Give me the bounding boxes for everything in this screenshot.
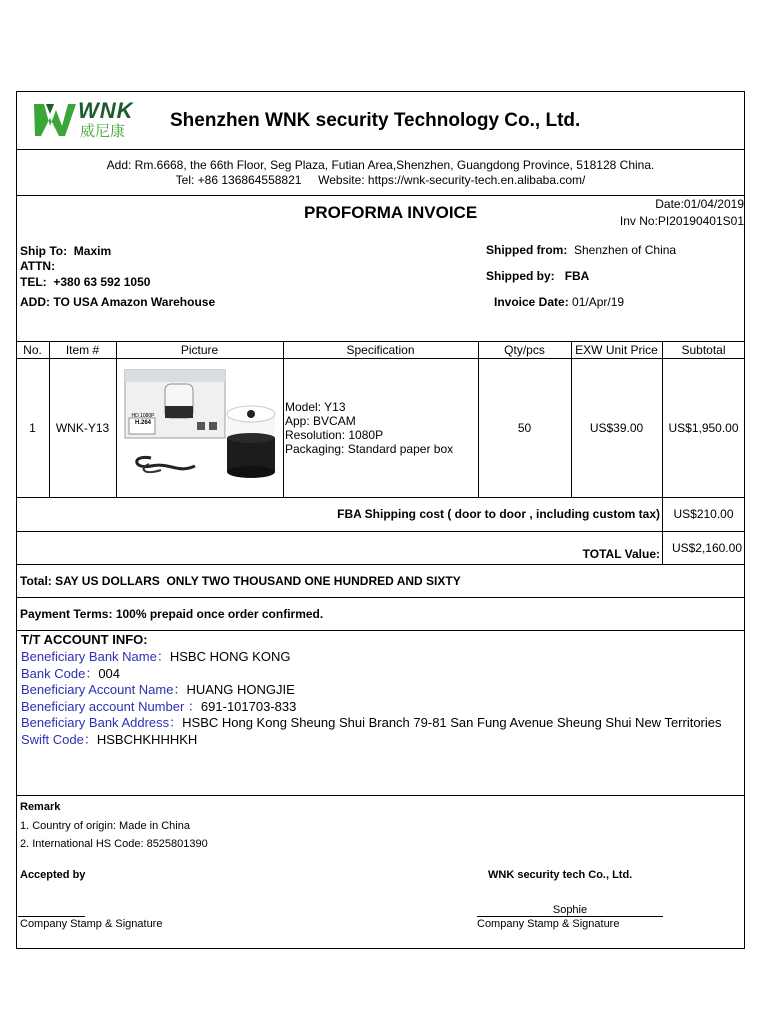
payment-terms: Payment Terms: 100% prepaid once order confirmed.: [20, 607, 324, 621]
header-item: Item #: [65, 342, 100, 357]
remark-title: Remark: [20, 801, 61, 813]
bank-name-value: HSBC HONG KONG: [169, 649, 291, 664]
bank-name-line: [21, 649, 739, 666]
ship-to-label: Ship To:: [20, 244, 68, 258]
ship-to-value: Maxim: [73, 244, 112, 258]
shipped-by-label: Shipped by:: [486, 269, 555, 283]
add-line: [20, 295, 215, 309]
seller-signer: Sophie: [552, 904, 588, 916]
shipped-by-value: FBA: [564, 269, 590, 283]
account-name-line: [21, 682, 739, 699]
total-in-words: Total: SAY US DOLLARS ONLY TWO THOUSAND ONE HUNDRED AND SIXTY: [20, 574, 461, 588]
accepted-by: Accepted by: [20, 869, 86, 881]
shipped-from-label: Shipped from:: [486, 243, 568, 257]
shipping-value: US$210.00: [673, 507, 734, 521]
account-info: [21, 649, 739, 749]
spec-app: App: BVCAM: [285, 414, 356, 428]
account-name-value: HUANG HONGJIE: [186, 682, 295, 698]
bank-address-label: Beneficiary Bank Address：: [21, 715, 183, 731]
spec-resolution: Resolution: 1080P: [285, 428, 384, 442]
row-item: WNK-Y13: [55, 420, 110, 435]
remark-item-1: 1. Country of origin: Made in China: [20, 820, 190, 832]
shipped-from-value: Shenzhen of China: [574, 243, 677, 257]
tel-value: +380 63 592 1050: [53, 275, 151, 289]
add-label: ADD:: [20, 295, 50, 309]
row-subtotal: US$1,950.00: [668, 420, 739, 435]
invoice-date-value: 01/Apr/19: [572, 295, 625, 309]
total-value: US$2,160.00: [671, 541, 742, 555]
box-label: H.264: [134, 420, 151, 426]
account-number-line: [21, 699, 739, 716]
tel-label: TEL:: [20, 275, 47, 289]
row-specification: [285, 400, 475, 456]
swift-line: [21, 732, 739, 749]
stamp-left: Company Stamp & Signature: [20, 918, 163, 930]
company-address: Add: Rm.6668, the 66th Floor, Seg Plaza, Futian Area,Shenzhen, Guangdong Province, 518128 China.: [106, 158, 655, 172]
company-contact: Tel: +86 136864558821 Website: https://wnk-security-tech.en.alibaba.com/: [175, 173, 586, 187]
shipping-label: FBA Shipping cost ( door to door , including custom tax): [337, 507, 660, 521]
company-name: Shenzhen WNK security Technology Co., Ltd.: [170, 110, 581, 131]
add-value: TO USA Amazon Warehouse: [53, 295, 216, 309]
swift-value: HSBCHKHHHKH: [96, 731, 198, 747]
attn-label: ATTN:: [20, 259, 56, 273]
invoice-number: Inv No:PI20190401S01: [619, 214, 744, 228]
bank-code-label: Bank Code：: [21, 665, 99, 681]
account-number-value: 691-101703-833: [200, 698, 297, 714]
header-unit-price: EXW Unit Price: [575, 342, 658, 357]
header-no: No.: [23, 342, 42, 357]
invoice-date: Date:01/04/2019: [655, 197, 744, 211]
shipped-by: [486, 269, 589, 283]
bank-address-value: HSBC Hong Kong Sheung Shui Branch 79-81 San Fung Avenue Sheung Shui New Territories: [182, 715, 722, 731]
row-qty: 50: [517, 420, 532, 435]
product-picture: [121, 366, 279, 488]
bank-address-line: [21, 715, 739, 732]
account-title: T/T ACCOUNT INFO:: [21, 632, 148, 647]
bank-code-value: 004: [98, 665, 121, 681]
seller-company: WNK security tech Co., Ltd.: [488, 869, 633, 881]
tel-line: [20, 275, 150, 289]
swift-label: Swift Code：: [21, 731, 97, 747]
bank-name-label: Beneficiary Bank Name：: [21, 649, 170, 664]
row-no: 1: [29, 420, 36, 435]
spec-packaging: Packaging: Standard paper box: [285, 442, 454, 456]
logo-text: WNK: [78, 98, 134, 123]
account-name-label: Beneficiary Account Name：: [21, 682, 187, 698]
ship-to: [20, 244, 111, 258]
invoice-date-line: [494, 295, 624, 309]
header-specification: Specification: [346, 342, 415, 357]
camera-product-image: [121, 366, 279, 488]
invoice-title: PROFORMA INVOICE: [304, 203, 478, 222]
shipped-from: [486, 243, 676, 257]
header-subtotal: Subtotal: [681, 342, 726, 357]
header-picture: Picture: [180, 342, 219, 357]
remark-item-2: 2. International HS Code: 8525801390: [20, 838, 208, 850]
box-resolution: HD 1080P: [131, 413, 155, 419]
logo-chinese: 威尼康: [80, 123, 126, 140]
row-unit-price: US$39.00: [589, 420, 644, 435]
stamp-right: Company Stamp & Signature: [477, 918, 620, 930]
spec-model: Model: Y13: [285, 400, 346, 414]
company-logo: [32, 100, 150, 140]
total-label: TOTAL Value:: [582, 547, 660, 561]
invoice-date-label: Invoice Date:: [494, 295, 569, 309]
bank-code-line: [21, 666, 739, 683]
account-number-label: Beneficiary account Number ：: [21, 698, 201, 714]
header-qty: Qty/pcs: [504, 342, 545, 357]
